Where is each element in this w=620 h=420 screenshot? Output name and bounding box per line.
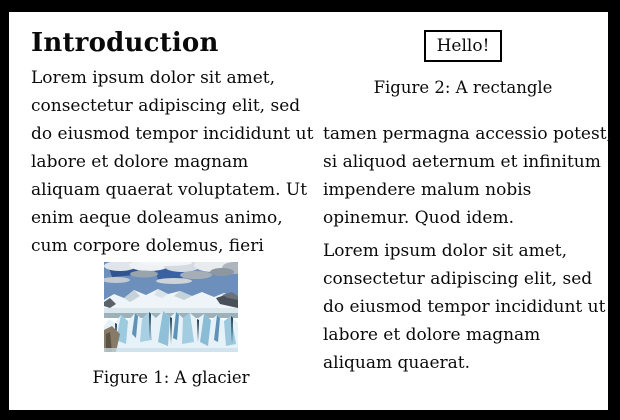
document-page bbox=[9, 12, 612, 410]
text-line: Lorem ipsum dolor sit amet, bbox=[31, 68, 276, 88]
section-heading: Introduction bbox=[31, 28, 219, 58]
text-line: aliquam quaerat voluptatem. Ut bbox=[31, 180, 308, 200]
text-line: do eiusmod tempor incididunt ut bbox=[323, 297, 606, 317]
text-line: labore et dolore magnam bbox=[323, 325, 541, 345]
right-paragraph-2 bbox=[323, 237, 606, 377]
right-paragraph-1 bbox=[323, 120, 612, 232]
left-column bbox=[31, 27, 314, 392]
text-line: Lorem ipsum dolor sit amet, bbox=[323, 241, 568, 261]
figure2-caption: Figure 2: A rectangle bbox=[373, 78, 553, 97]
hello-rectangle: Hello! bbox=[424, 30, 503, 62]
right-column bbox=[323, 30, 612, 377]
left-paragraph bbox=[31, 64, 314, 260]
text-line: labore et dolore magnam bbox=[31, 152, 249, 172]
text-line: do eiusmod tempor incididunt ut bbox=[31, 124, 314, 144]
text-line: aliquam quaerat. bbox=[323, 353, 471, 373]
text-line: consectetur adipiscing elit, sed bbox=[323, 269, 593, 289]
text-line: opinemur. Quod idem. bbox=[323, 208, 515, 228]
text-line: consectetur adipiscing elit, sed bbox=[31, 96, 301, 116]
text-line: si aliquod aeternum et infinitum bbox=[323, 152, 601, 172]
text-line: impendere malum nobis bbox=[323, 180, 532, 200]
figure1-caption: Figure 1: A glacier bbox=[92, 368, 250, 387]
glacier-image bbox=[104, 262, 238, 352]
figure-1 bbox=[31, 262, 311, 392]
figure-2 bbox=[323, 30, 603, 102]
text-line: tamen permagna accessio potest, bbox=[323, 124, 612, 144]
text-line: cum corpore dolemus, fieri bbox=[31, 236, 264, 256]
text-line: enim aeque doleamus animo, bbox=[31, 208, 283, 228]
